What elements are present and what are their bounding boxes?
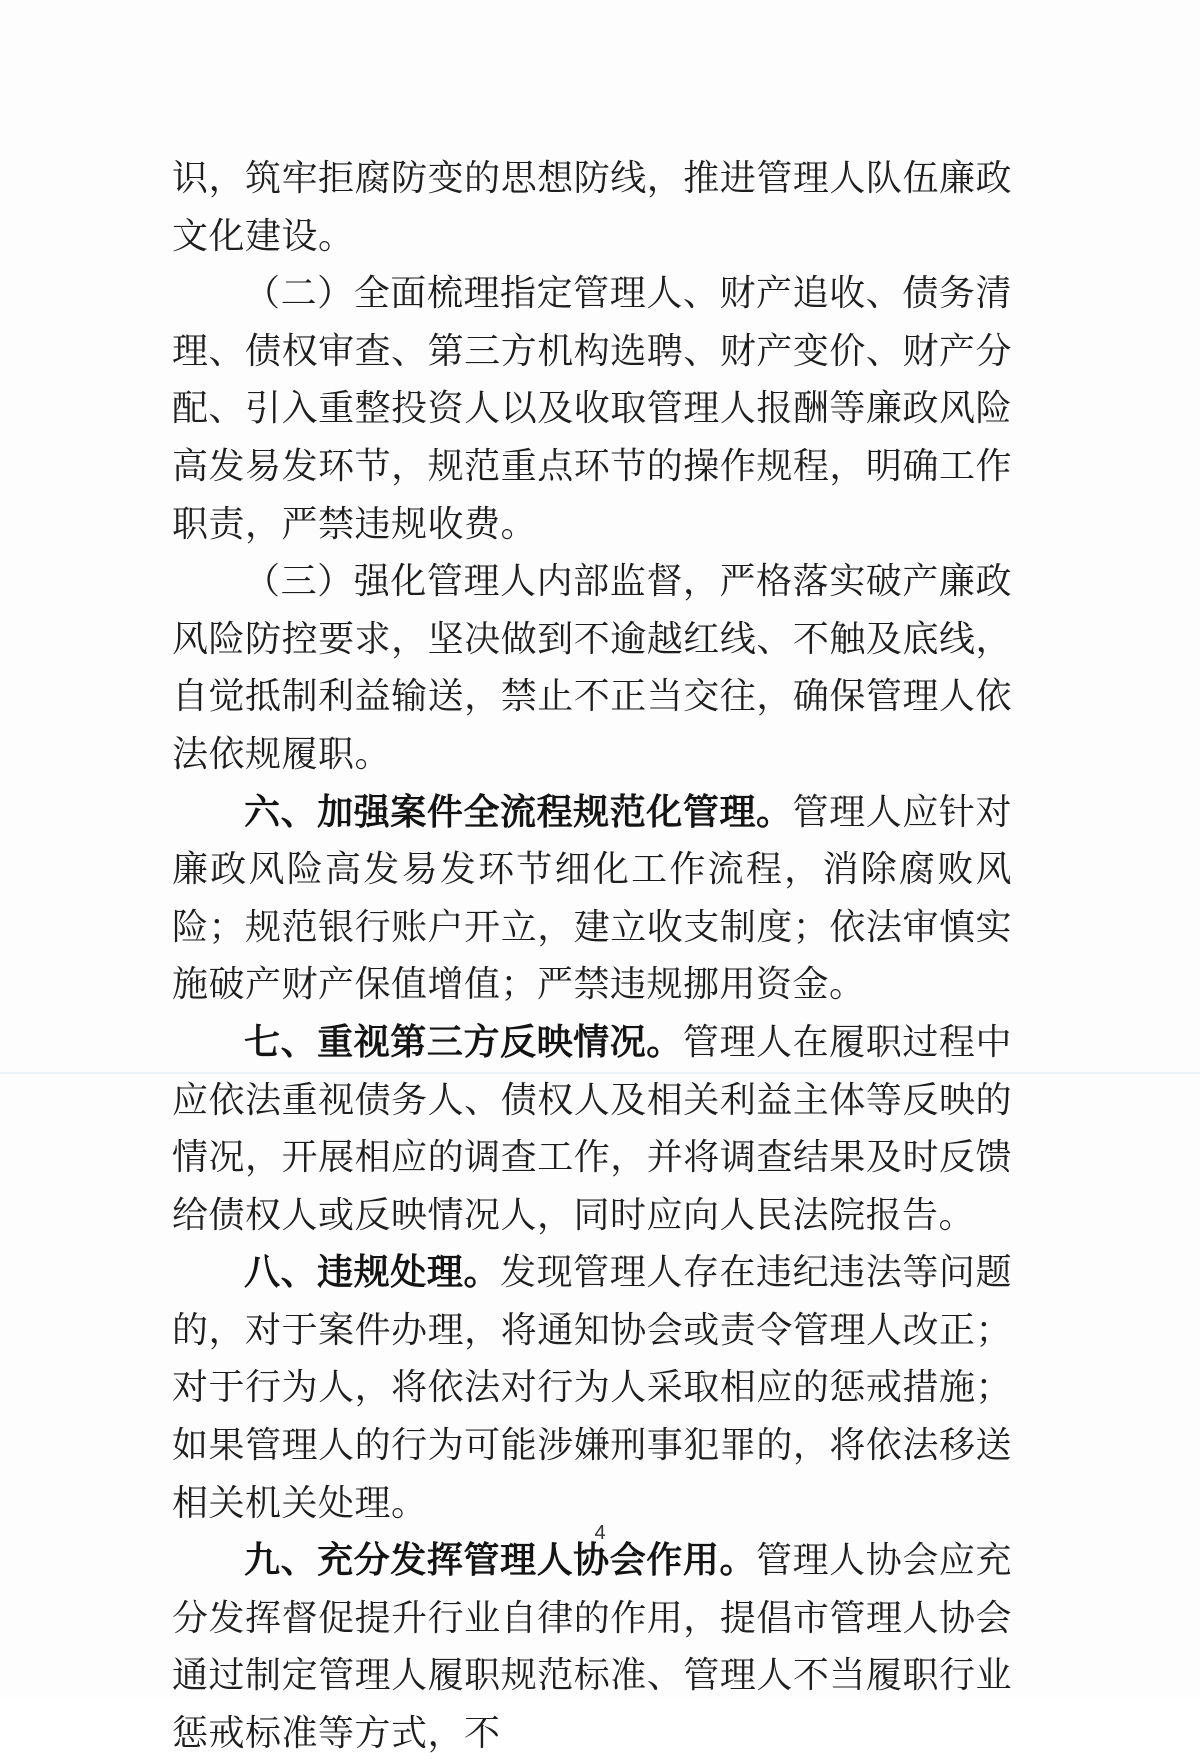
paragraph-text: 管理人在履职过程中应依法重视债务人、债权人及相关利益主体等反映的情况，开展相应的调查工作，并将调查结果及时反馈给债权人或反映情况人，同时应向人民法院报告。 [172,1021,1012,1236]
section-heading: 八、违规处理。 [244,1252,501,1294]
page-number: 4 [594,1522,606,1544]
paragraph-text: 管理人应针对廉政风险高发易发环节细化工作流程，消除腐败风险；规范银行账户开立，建立收支制度；依法审慎实施破产财产保值增值；严禁违规挪用资金。 [172,791,1012,1006]
section-8 [172,1244,1012,1532]
paragraph-text: （三）强化管理人内部监督，严格落实破产廉政风险防控要求，坚决做到不逾越红线、不触及底线，自觉抵制利益输送，禁止不正当交往，确保管理人依法依规履职。 [172,561,1012,775]
paragraph-text: （二）全面梳理指定管理人、财产追收、债务清理、债权审查、第三方机构选聘、财产变价、财产分配、引入重整投资人以及收取管理人报酬等廉政风险高发易发环节，规范重点环节的操作规程，明确工作职责，严禁违规收费。 [172,273,1012,545]
paragraph-text: 发现管理人存在违纪违法等问题的，对于案件办理，将通知协会或责令管理人改正；对于行为人，将依法对行为人采取相应的惩戒措施；如果管理人的行为可能涉嫌刑事犯罪的，将依法移送相关机关处理。 [172,1252,1012,1524]
paragraph-text: 管理人协会应充分发挥督促提升行业自律的作用，提倡市管理人协会通过制定管理人履职规范标准、管理人不当履职行业惩戒标准等方式，不 [172,1540,1012,1755]
paragraph-continuation [172,150,1012,265]
body-text [172,150,1012,1763]
section-heading: 六、加强案件全流程规范化管理。 [244,791,793,833]
section-7 [172,1014,1012,1244]
section-6 [172,784,1012,1014]
section-9 [172,1532,1012,1762]
section-heading: 七、重视第三方反映情况。 [244,1021,683,1063]
paragraph-item-3 [172,553,1012,783]
section-heading: 九、充分发挥管理人协会作用。 [244,1540,757,1582]
paragraph-text: 识，筑牢拒腐防变的思想防线，推进管理人队伍廉政文化建设。 [172,158,1012,257]
paragraph-item-2 [172,265,1012,553]
